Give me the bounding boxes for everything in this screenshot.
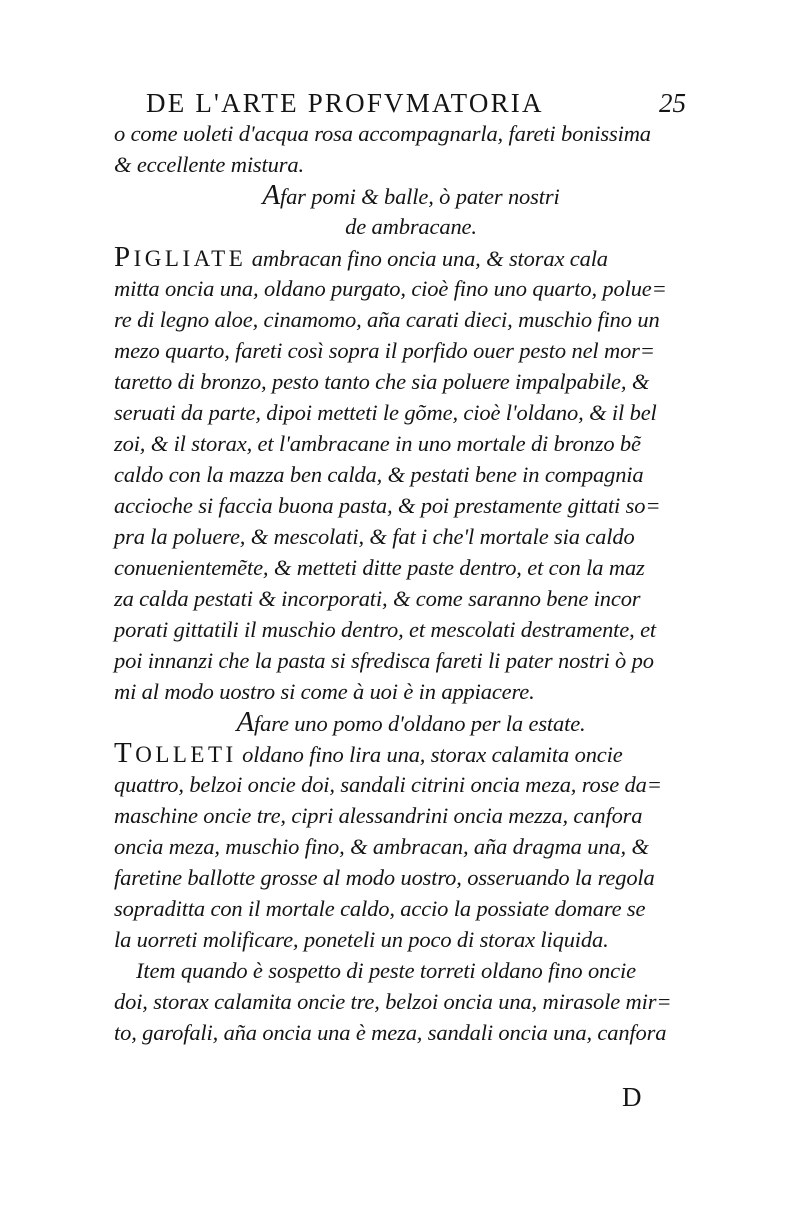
section-heading-line <box>114 707 708 738</box>
page-number: 25 <box>659 88 686 118</box>
section-heading-line <box>114 211 708 242</box>
heading-text: fare uno pomo d'oldano per la estate. <box>254 711 586 736</box>
text-line: o come uoleti d'acqua rosa accompagnarla, fareti bonissima <box>114 121 651 146</box>
text-line: sopraditta con il mortale caldo, accio la possiate domare se <box>114 896 646 921</box>
text-line: quattro, belzoi oncie doi, sandali citrini oncia meza, rose da= <box>114 772 662 797</box>
small-caps-word: IGLIATE <box>133 246 247 271</box>
text-line: za calda pestati & incorporati, & come saranno bene incor <box>114 586 641 611</box>
small-caps-opening <box>114 737 237 769</box>
text-line: doi, storax calamita oncie tre, belzoi oncia una, mirasole mir= <box>114 989 672 1014</box>
heading-initial: A <box>262 179 280 211</box>
text-line: maschine oncie tre, cipri alessandrini oncia mezza, canfora <box>114 803 643 828</box>
running-title: DE L'ARTE PROFVMATORIA <box>146 88 544 118</box>
paragraph-opening-line <box>114 738 708 769</box>
small-caps-opening <box>114 241 247 273</box>
text-line: faretine ballotte grosse al modo uostro, osseruando la regola <box>114 865 655 890</box>
section-heading-line <box>114 180 708 211</box>
text-line: oncia meza, muschio fino, & ambracan, aña dragma una, & <box>114 834 649 859</box>
text-line: caldo con la mazza ben calda, & pestati bene in compagnia <box>114 462 644 487</box>
text-line: seruati da parte, dipoi metteti le gõme, cioè l'oldano, & il bel <box>114 400 657 425</box>
catchword: D <box>622 1082 642 1112</box>
body-text <box>114 118 708 1048</box>
text-line: la uorreti molificare, poneteli un poco di storax liquida. <box>114 927 609 952</box>
initial-capital: P <box>114 241 134 273</box>
line-text: oldano fino lira una, storax calamita oncie <box>236 742 623 767</box>
text-line: porati gittatili il muschio dentro, et mescolati destramente, et <box>114 617 657 642</box>
text-line: Item quando è sospetto di peste torreti oldano fino oncie <box>136 958 636 983</box>
initial-capital: T <box>114 737 136 769</box>
text-line: & eccellente mistura. <box>114 152 304 177</box>
text-line: zoi, & il storax, et l'ambracane in uno mortale di bronzo bẽ <box>114 431 641 456</box>
line-text: ambracan fino oncia una, & storax cala <box>246 246 608 271</box>
text-line: mi al modo uostro si come à uoi è in appiacere. <box>114 679 535 704</box>
text-line: taretto di bronzo, pesto tanto che sia poluere impalpabile, & <box>114 369 650 394</box>
heading-text: de ambracane. <box>345 214 477 239</box>
heading-initial: A <box>236 706 255 738</box>
text-line: mitta oncia una, oldano purgato, cioè fino uno quarto, polue= <box>114 276 667 301</box>
text-line: re di legno aloe, cinamomo, aña carati dieci, muschio fino un <box>114 307 660 332</box>
text-line: conuenientemẽte, & metteti ditte paste dentro, et con la maz <box>114 555 645 580</box>
paragraph-opening-line <box>114 242 708 273</box>
running-head <box>146 86 686 120</box>
small-caps-word: OLLETI <box>135 742 237 767</box>
text-line: accioche si faccia buona pasta, & poi prestamente gittati so= <box>114 493 661 518</box>
heading-text: far pomi & balle, ò pater nostri <box>279 184 560 209</box>
text-line: pra la poluere, & mescolati, & fat i che'l mortale sia caldo <box>114 524 635 549</box>
text-line: to, garofali, aña oncia una è meza, sandali oncia una, canfora <box>114 1020 667 1045</box>
text-line: poi innanzi che la pasta si sfredisca fareti li pater nostri ò po <box>114 648 654 673</box>
text-line: mezo quarto, fareti così sopra il porfido ouer pesto nel mor= <box>114 338 655 363</box>
